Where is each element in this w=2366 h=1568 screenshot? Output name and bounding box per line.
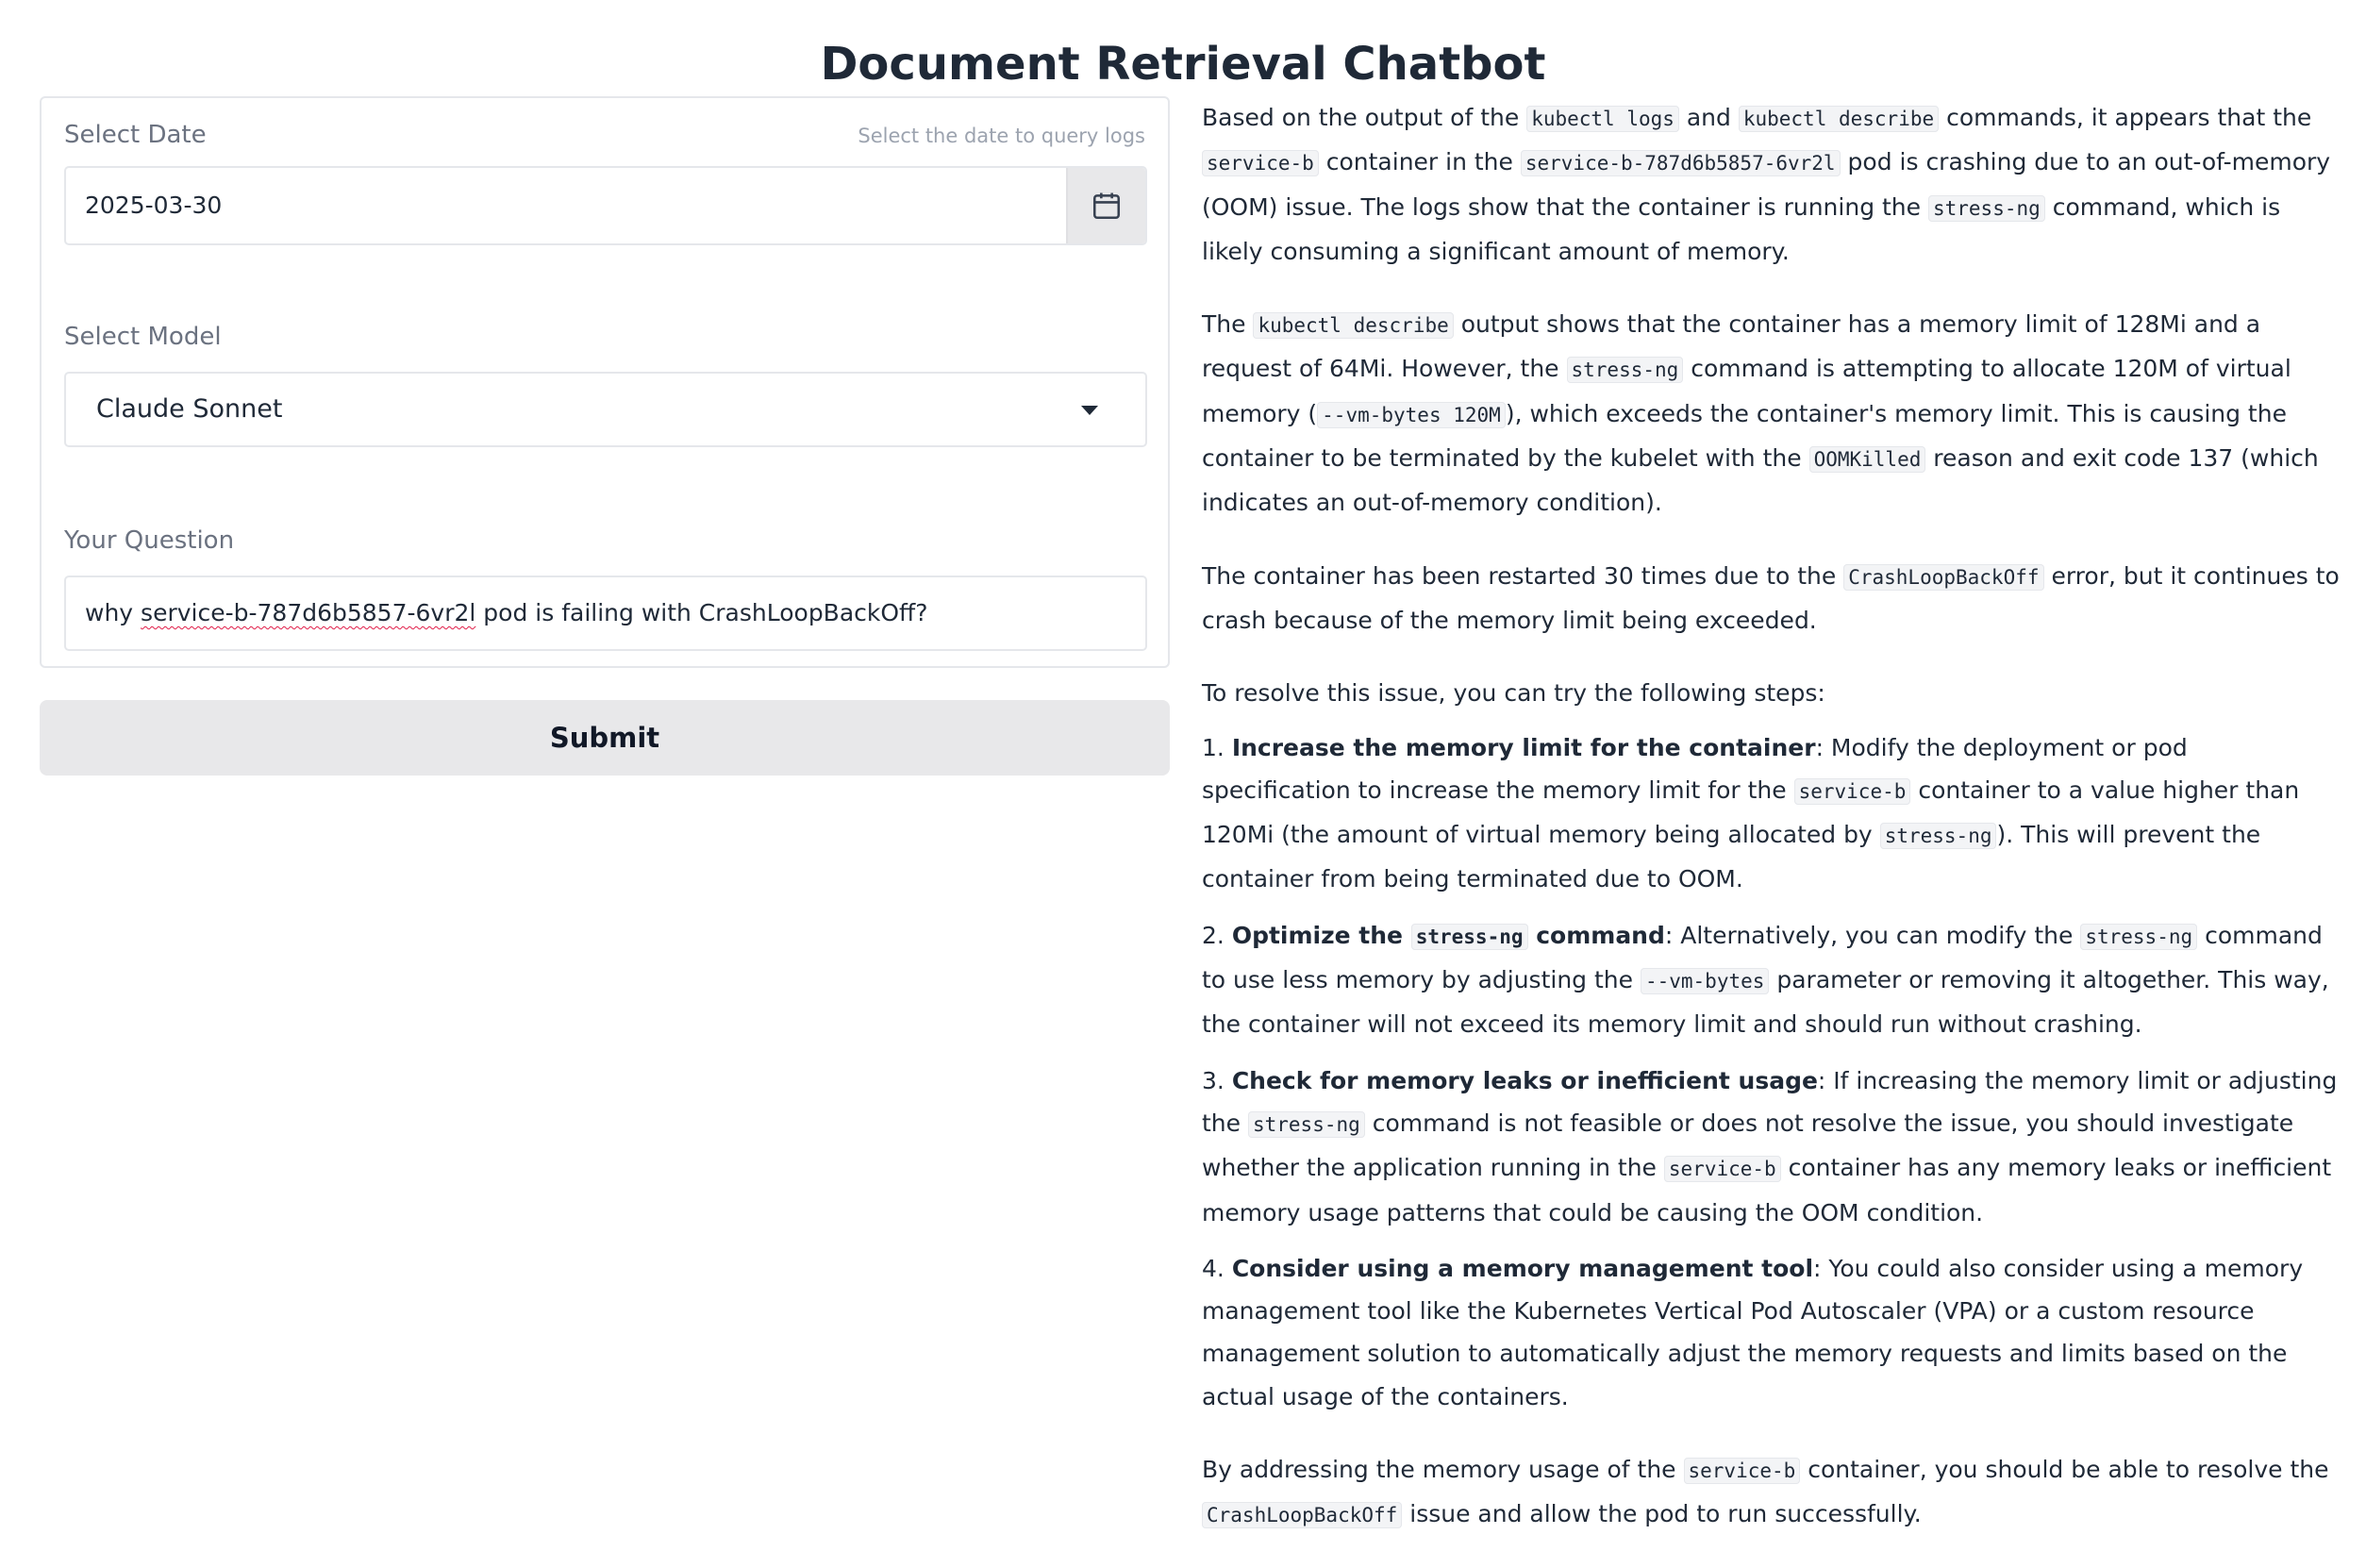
spellcheck-flagged-word: service-b-787d6b5857-6vr2l <box>141 599 476 626</box>
question-input[interactable] <box>64 575 1147 651</box>
answer-step-1: 1. Increase the memory limit for the container: Modify the deployment or pod specification to increase the memory limit for the service-b container to a value higher than 120Mi (the amount of virtual memory being allocated by stress-ng ). This will prevent the container from being terminated due to OOM. <box>1202 733 2300 893</box>
answer-paragraph-3: The container has been restarted 30 times due to the CrashLoopBackOff error, but it continues to crash because of the memory limit being exceeded. <box>1202 561 2340 634</box>
question-text-suffix: pod is failing with CrashLoopBackOff? <box>475 599 928 626</box>
model-select[interactable] <box>64 372 1147 447</box>
date-field[interactable] <box>64 166 1147 245</box>
question-input-value[interactable] <box>85 594 928 632</box>
model-label: Select Model <box>64 323 222 351</box>
submit-button[interactable]: Submit <box>40 700 1170 776</box>
answer-step-3: 3. Check for memory leaks or inefficient usage: If increasing the memory limit or adjusting the stress-ng command is not feasible or does not resolve the issue, you should investigate whether the application running in the service-b container has any memory leaks or inefficient memory usage patterns that could be causing the OOM condition. <box>1202 1066 2338 1226</box>
calendar-icon <box>1091 190 1123 222</box>
query-form-panel <box>40 96 1170 668</box>
answer-step-2: 2. Optimize the stress-ng command: Alternatively, you can modify the stress-ng command to use less memory by adjusting the --vm-bytes parameter or removing it altogether. This way, the container will not exceed its memory limit and should run without crashing. <box>1202 921 2329 1039</box>
answer-panel <box>1202 96 2340 1568</box>
chevron-down-icon <box>1081 406 1098 415</box>
model-selected-value: Claude Sonnet <box>96 394 283 424</box>
answer-paragraph-5: By addressing the memory usage of the service-b container, you should be able to resolve the CrashLoopBackOff issue and allow the pod to run successfully. <box>1202 1456 2329 1528</box>
date-label: Select Date <box>64 121 207 149</box>
date-input-value[interactable]: 2025-03-30 <box>85 192 223 219</box>
answer-paragraph-2: The kubectl describe output shows that the container has a memory limit of 128Mi and a request of 64Mi. However, the stress-ng command is attempting to allocate 120M of virtual memory ( --vm-bytes 120M ), which exceeds the container's memory limit. This is causing the container to be terminated by the kubelet with the OOMKilled reason and exit code 137 (which indicates an out-of-memory condition). <box>1202 310 2319 517</box>
answer-step-4: 4. Consider using a memory management tool: You could also consider using a memory management tool like the Kubernetes Vertical Pod Autoscaler (VPA) or a custom resource management solution to automatically adjust the memory requests and limits based on the actual usage of the containers. <box>1202 1254 2304 1410</box>
date-picker-button[interactable] <box>1066 168 1145 243</box>
page-title: Document Retrieval Chatbot <box>820 38 1546 92</box>
question-text-prefix: why <box>85 599 142 626</box>
question-label: Your Question <box>64 526 235 555</box>
date-hint: Select the date to query logs <box>858 125 1145 147</box>
answer-paragraph-1: Based on the output of the kubectl logs and kubectl describe commands, it appears that the service-b container in the service-b-787d6b5857-6vr2l pod is crashing due to an out-of-memory (OOM) issue. The logs show that the container is running the stress-ng command, which is likely consuming a significant amount of memory. <box>1202 104 2331 265</box>
answer-paragraph-4: To resolve this issue, you can try the following steps: <box>1202 679 1825 708</box>
